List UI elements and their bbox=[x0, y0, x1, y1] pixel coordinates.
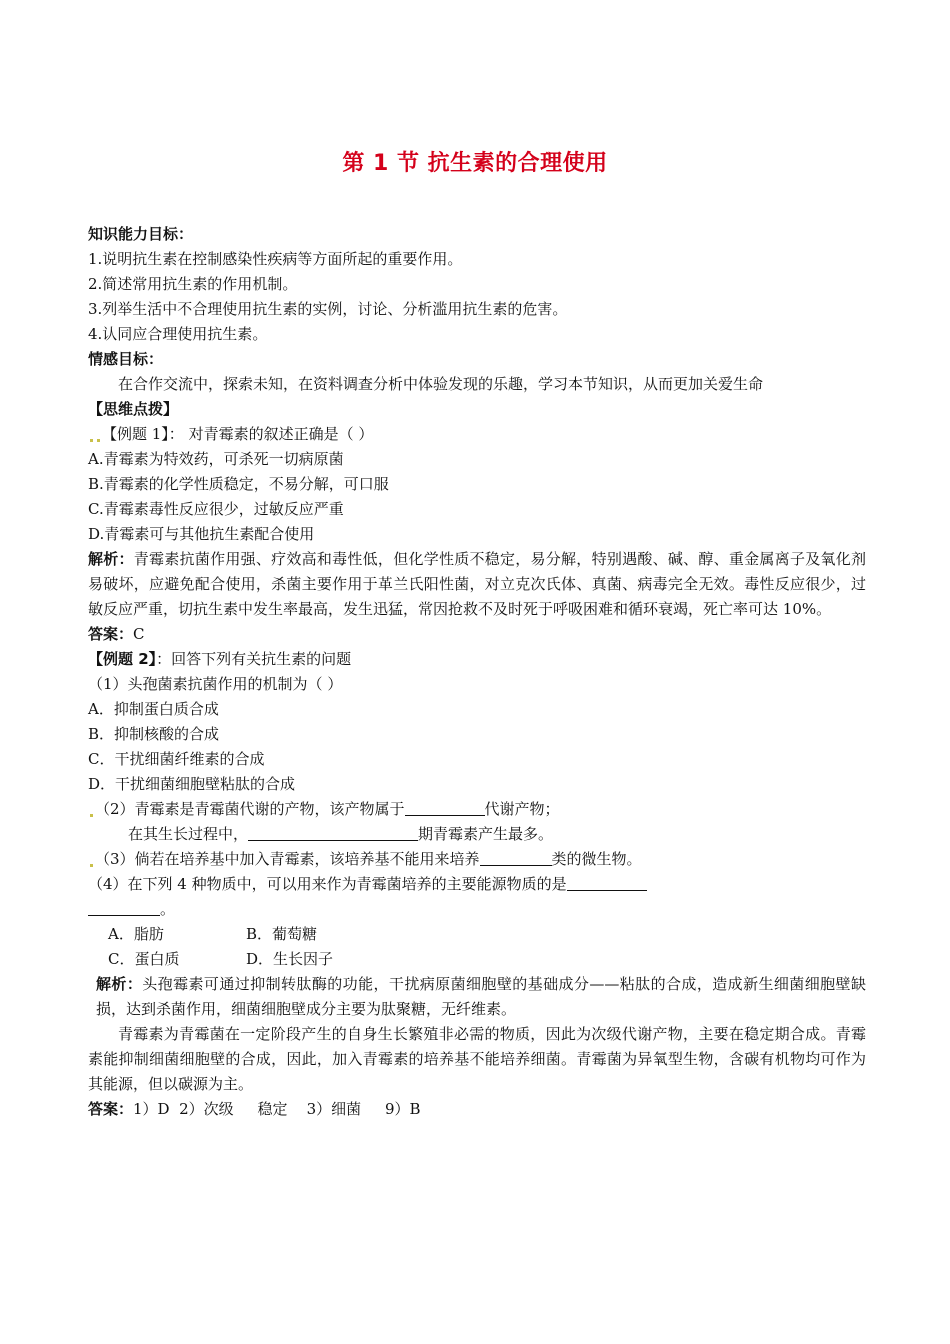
example-2-question bbox=[88, 647, 866, 672]
example-2-analysis bbox=[88, 972, 866, 1022]
knowledge-goal-3: 3.列举生活中不合理使用抗生素的实例，讨论、分析滥用抗生素的危害。 bbox=[88, 300, 568, 318]
fill-blank bbox=[405, 798, 485, 816]
example-2-subquestion-2: （2）青霉素是青霉菌代谢的产物，该产物属于 代谢产物； bbox=[88, 797, 866, 822]
example-1-option-b: B.青霉素的化学性质稳定，不易分解，可口服 bbox=[88, 475, 389, 493]
fill-blank bbox=[88, 898, 160, 916]
fill-blank bbox=[248, 823, 418, 841]
page-title: 第 1 节 抗生素的合理使用 bbox=[342, 151, 608, 176]
emotion-goal-text: 在合作交流中，探索未知，在资料调查分析中体验发现的乐趣，学习本节知识，从而更加关爱生命 bbox=[118, 375, 764, 393]
analysis-text: 青霉素抗菌作用强、疗效高和毒性低，但化学性质不稳定，易分解，特别遇酸、碱、醇、重金属离子及氧化剂易破坏，应避免配合使用，杀菌主要作用于革兰氏阳性菌，对立克次氏体、真菌、病毒完全无效。毒性反应很少，过敏反应严重，切抗生素中发生率最高，发生迅猛，常因抢救不及时死于呼吸困难和循环衰竭，死亡率可达 10%。 bbox=[88, 550, 866, 618]
thinking-heading: 【思维点拨】 bbox=[88, 400, 179, 418]
answer-label: 答案： bbox=[88, 625, 134, 643]
fill-blank bbox=[567, 873, 647, 891]
choice-d: D．生长因子 bbox=[246, 950, 334, 968]
analysis-label: 解析： bbox=[96, 975, 143, 993]
example-2-analysis-2: 青霉素为青霉菌在一定阶段产生的自身生长繁殖非必需的物质，因此为次级代谢产物，主要在稳定期合成。青霉素能抑制细菌细胞壁的合成，因此，加入青霉素的培养基不能培养细菌。青霉菌为异氧型生物，含碳有机物均可作为其能源，但以碳源为主。 bbox=[88, 1025, 866, 1093]
example-2-option-a: A．抑制蛋白质合成 bbox=[88, 700, 219, 718]
example-1-option-d: D.青霉素可与其他抗生素配合使用 bbox=[88, 525, 315, 543]
mark-dot bbox=[90, 814, 93, 817]
choice-a: A．脂肪 bbox=[108, 925, 164, 943]
example-1-question bbox=[88, 422, 866, 447]
mark-dot bbox=[90, 439, 93, 442]
example-1-answer bbox=[88, 622, 866, 647]
answer-text: C bbox=[133, 625, 145, 643]
emotion-goals-heading: 情感目标： bbox=[88, 350, 164, 368]
example-2-choices-row-2 bbox=[88, 947, 866, 972]
example-1-analysis bbox=[88, 547, 866, 622]
example-2-subquestion-4: （4）在下列 4 种物质中，可以用来作为青霉菌培养的主要能源物质的是 bbox=[88, 872, 866, 897]
mark-dot bbox=[97, 439, 100, 442]
example-2-option-c: C．干扰细菌纤维素的合成 bbox=[88, 750, 265, 768]
example-1-stem: 对青霉素的叙述正确是（ ） bbox=[183, 425, 374, 443]
example-2-subquestion-2-cont: 在其生长过程中， 期青霉素产生最多。 bbox=[128, 825, 554, 843]
example-2-label: 【例题 2】 bbox=[88, 650, 157, 668]
choice-c: C．蛋白质 bbox=[108, 950, 180, 968]
example-2-subquestion-1: （1）头孢菌素抗菌作用的机制为（ ） bbox=[88, 675, 343, 693]
mark-dot bbox=[90, 864, 93, 867]
document-body bbox=[88, 222, 866, 1122]
example-2-intro: ：回答下列有关抗生素的问题 bbox=[156, 650, 352, 668]
analysis-text: 头孢霉素可通过抑制转肽酶的功能，干扰病原菌细胞壁的基础成分——粘肽的合成，造成新生细菌细胞壁缺损，达到杀菌作用，细菌细胞壁成分主要为肽聚糖，无纤维素。 bbox=[96, 975, 866, 1018]
answer-label: 答案： bbox=[88, 1100, 134, 1118]
example-2-option-d: D．干扰细菌细胞壁粘肽的合成 bbox=[88, 775, 296, 793]
fill-blank bbox=[480, 848, 552, 866]
knowledge-goals-heading: 知识能力目标： bbox=[88, 225, 194, 243]
knowledge-goal-1: 1.说明抗生素在控制感染性疾病等方面所起的重要作用。 bbox=[88, 250, 463, 268]
example-2-subquestion-4-cont: 。 bbox=[88, 897, 866, 922]
example-1-option-c: C.青霉素毒性反应很少，过敏反应严重 bbox=[88, 500, 344, 518]
choice-b: B．葡萄糖 bbox=[246, 925, 318, 943]
example-2-choices-row-1 bbox=[88, 922, 866, 947]
knowledge-goal-4: 4.认同应合理使用抗生素。 bbox=[88, 325, 268, 343]
answer-text: 1）D 2）次级 稳定 3）细菌 9）B bbox=[133, 1100, 421, 1118]
example-1-option-a: A.青霉素为特效药，可杀死一切病原菌 bbox=[88, 450, 344, 468]
example-2-subquestion-3: （3）倘若在培养基中加入青霉素，该培养基不能用来培养 类的微生物。 bbox=[88, 847, 866, 872]
example-2-answer bbox=[88, 1097, 866, 1122]
example-1-label: 【例题 1】： bbox=[102, 425, 184, 443]
example-2-option-b: B．抑制核酸的合成 bbox=[88, 725, 220, 743]
knowledge-goal-2: 2.简述常用抗生素的作用机制。 bbox=[88, 275, 298, 293]
analysis-label: 解析： bbox=[88, 550, 134, 568]
